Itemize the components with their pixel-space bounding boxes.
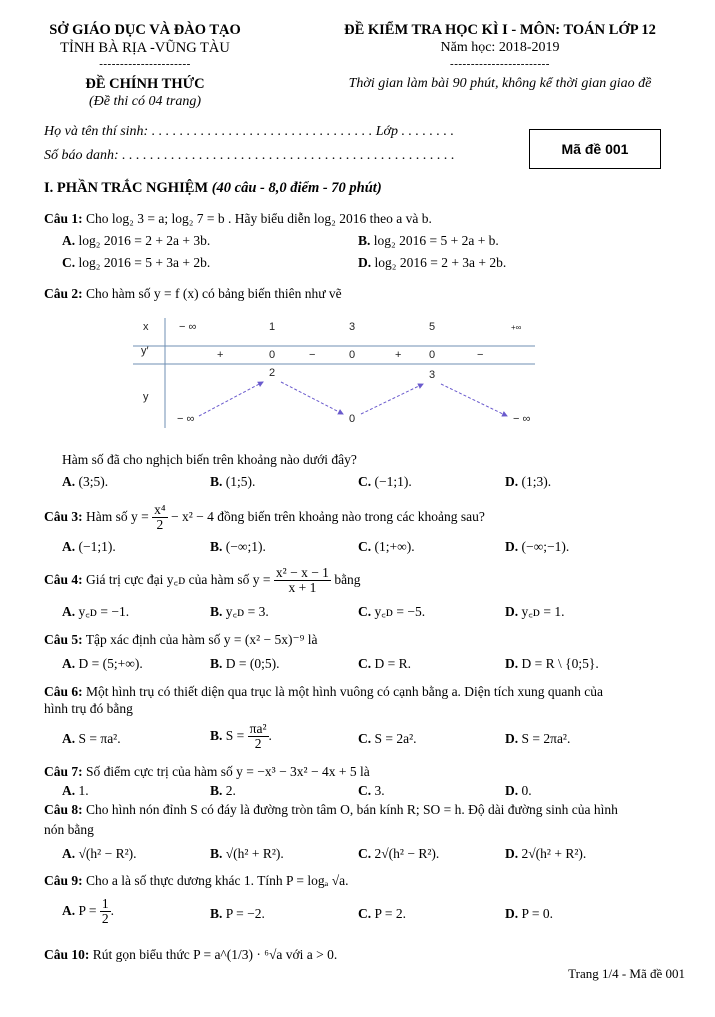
option-label: B.: [210, 846, 223, 861]
q7-option-c[interactable]: [358, 783, 385, 799]
option-label: C.: [358, 906, 372, 921]
option-text: D = (5;+∞).: [78, 656, 143, 671]
q4-option-a[interactable]: [62, 602, 129, 620]
option-text: 2.: [225, 783, 236, 798]
option-label: A.: [62, 846, 76, 861]
option-text: (−∞;1).: [225, 539, 266, 554]
option-label: B.: [210, 906, 223, 921]
question-number: Câu 8:: [44, 802, 83, 817]
question-number: Câu 4:: [44, 571, 83, 587]
q4-option-d[interactable]: [505, 602, 565, 620]
q2-option-c[interactable]: [358, 474, 412, 490]
fraction-denominator: x + 1: [288, 580, 317, 596]
option-label: B.: [210, 783, 223, 798]
option-label: D.: [358, 255, 372, 270]
q9-option-c[interactable]: [358, 906, 406, 922]
question-2-ask: Hàm số đã cho nghịch biến trên khoảng nào dưới đây?: [62, 452, 357, 467]
q4-option-b[interactable]: [210, 602, 269, 620]
question-stem: Cho log₂ 3 = a; log₂ 7 = b . Hãy biểu diễn log₂ 2016 theo a và b.: [86, 211, 432, 226]
student-name-line: Họ và tên thí sinh: . . . . . . . . . . . . . . . . . . . . . . . . . . . . . . . . Lớp . . . . . . . .: [44, 124, 454, 139]
question-7: [44, 764, 370, 780]
question-number: Câu 3:: [44, 508, 83, 524]
q5-option-b[interactable]: [210, 656, 280, 672]
left-divider: ----------------------: [99, 58, 191, 70]
school-year: Năm học: 2018-2019: [440, 40, 560, 55]
sign: +: [217, 349, 224, 361]
q2-option-b[interactable]: [210, 474, 255, 490]
question-stem-post: − x² − 4 đồng biến trên khoảng nào trong các khoảng sau?: [170, 508, 485, 524]
section-title: [44, 180, 382, 197]
q2-option-a[interactable]: [62, 474, 108, 490]
page-footer: Trang 1/4 - Mã đề 001: [568, 966, 685, 981]
arrow-down-2: [441, 384, 507, 416]
option-label: C.: [358, 656, 372, 671]
q8-option-c[interactable]: [358, 846, 439, 862]
option-text: √(h² + R²).: [225, 846, 284, 861]
option-label: C.: [358, 539, 372, 554]
row-label-yprime: y′: [141, 345, 149, 357]
x-val: 1: [269, 321, 276, 333]
question-10: [44, 947, 337, 963]
sign: +: [395, 349, 402, 361]
sign: 0: [429, 349, 436, 361]
option-text: S =: [225, 727, 245, 743]
dept-name: SỞ GIÁO DỤC VÀ ĐÀO TẠO: [49, 22, 241, 38]
q6-option-d[interactable]: [505, 731, 570, 747]
fraction: [100, 897, 111, 926]
pages-note: (Đề thi có 04 trang): [89, 94, 201, 109]
option-text: D = R \ {0;5}.: [521, 656, 599, 671]
time-note: Thời gian làm bài 90 phút, không kể thời gian giao đề: [348, 76, 652, 91]
option-text: S = 2πa².: [521, 731, 571, 746]
option-text: 2√(h² − R²).: [374, 846, 440, 861]
q3-option-b[interactable]: [210, 539, 266, 555]
option-text: D = (0;5).: [225, 656, 280, 671]
option-text: log₂ 2016 = 2 + 2a + 3b.: [78, 233, 211, 248]
exam-code-box: Mã đề 001: [529, 129, 661, 169]
option-text: (1;+∞).: [374, 539, 415, 554]
option-label: D.: [505, 539, 519, 554]
q1-option-b[interactable]: [358, 233, 499, 249]
option-label: D.: [505, 656, 519, 671]
fraction-numerator: πa²: [249, 721, 267, 736]
q1-option-c[interactable]: [62, 255, 210, 271]
q5-option-c[interactable]: [358, 656, 411, 672]
y-val: 0: [349, 413, 356, 425]
option-label: B.: [210, 656, 223, 671]
option-text: y꜀ᴅ = 3.: [225, 604, 269, 619]
q3-option-d[interactable]: [505, 539, 569, 555]
option-label: C.: [358, 474, 372, 489]
y-val: − ∞: [177, 413, 195, 425]
fraction-numerator: 1: [101, 896, 109, 911]
sign: −: [309, 349, 316, 361]
option-text: (1;5).: [225, 474, 256, 489]
q8-option-a[interactable]: [62, 846, 137, 862]
q7-option-a[interactable]: [62, 783, 89, 799]
variation-table: [133, 312, 535, 428]
option-label: A.: [62, 656, 76, 671]
x-val: 3: [349, 321, 356, 333]
q9-option-d[interactable]: [505, 906, 553, 922]
row-label-x: x: [143, 321, 149, 333]
option-label: C.: [358, 846, 372, 861]
question-number: Câu 9:: [44, 873, 83, 888]
question-6-cont: hình trụ đó bằng: [44, 701, 133, 716]
q9-option-b[interactable]: [210, 906, 265, 922]
question-stem: Tập xác định của hàm số y = (x² − 5x)⁻⁹ là: [85, 632, 318, 647]
sign: 0: [349, 349, 356, 361]
fraction: [248, 722, 269, 751]
sign: −: [477, 349, 484, 361]
question-4: [44, 566, 361, 595]
fraction-denominator: 2: [156, 517, 164, 533]
option-label: B.: [358, 233, 371, 248]
option-text: P = −2.: [225, 906, 265, 921]
question-stem: Rút gọn biểu thức P = a^(1/3) · ⁶√a với a > 0.: [92, 947, 338, 962]
option-label: C.: [358, 604, 372, 619]
option-label: D.: [505, 474, 519, 489]
y-val: − ∞: [513, 413, 531, 425]
question-number: Câu 7:: [44, 764, 83, 779]
option-text: 2√(h² + R²).: [521, 846, 587, 861]
q6-option-c[interactable]: [358, 731, 417, 747]
option-text: 1.: [78, 783, 89, 798]
option-label: A.: [62, 783, 76, 798]
option-label: A.: [62, 233, 76, 248]
fraction: [152, 503, 167, 532]
option-text: P =: [78, 902, 97, 918]
student-id-line: Số báo danh: . . . . . . . . . . . . . . . . . . . . . . . . . . . . . . . . . . . . . . . . . . . . . . . .: [44, 148, 455, 163]
option-text: (1;3).: [521, 474, 552, 489]
q3-option-a[interactable]: [62, 539, 116, 555]
exam-title: ĐỀ KIỂM TRA HỌC KÌ I - MÔN: TOÁN LỚP 12: [344, 22, 656, 38]
option-label: C.: [358, 783, 372, 798]
question-stem-pre: Giá trị cực đại y꜀ᴅ của hàm số y =: [86, 571, 271, 587]
fraction: [274, 566, 331, 595]
option-label: B.: [210, 474, 223, 489]
q7-option-b[interactable]: [210, 783, 236, 799]
q4-option-c[interactable]: [358, 602, 425, 620]
option-text: (−1;1).: [78, 539, 116, 554]
question-stem: Số điểm cực trị của hàm số y = −x³ − 3x² − 4x + 5 là: [86, 764, 370, 779]
option-text: (−1;1).: [374, 474, 412, 489]
question-3: [44, 503, 485, 532]
q8-option-b[interactable]: [210, 846, 284, 862]
option-label: D.: [505, 783, 519, 798]
question-stem: Cho hình nón đỉnh S có đáy là đường tròn tâm O, bán kính R; SO = h. Độ dài đường sinh của hình: [86, 802, 618, 817]
x-val: − ∞: [179, 321, 197, 333]
option-text: log₂ 2016 = 5 + 3a + 2b.: [78, 255, 211, 270]
question-8-cont: nón bằng: [44, 822, 94, 837]
q1-option-a[interactable]: [62, 233, 210, 249]
option-text: (−∞;−1).: [521, 539, 570, 554]
section-title-text: I. PHẦN TRẮC NGHIỆM: [44, 180, 209, 196]
q6-option-b[interactable]: B. S = $\frac{\text{πa²}}{2}$ .: [210, 721, 272, 752]
option-text: S = 2a².: [374, 731, 417, 746]
option-text: S = πa².: [78, 731, 121, 746]
option-label: A.: [62, 539, 76, 554]
row-label-y: y: [143, 391, 149, 403]
q2-option-d[interactable]: [505, 474, 551, 490]
arrow-up-2: [361, 384, 423, 414]
q9-option-a[interactable]: A. P = $\frac{1}{2}$ .: [62, 896, 114, 927]
fraction-numerator: x⁴: [154, 502, 166, 517]
fraction-denominator: 2: [101, 911, 109, 927]
option-text: √(h² − R²).: [78, 846, 137, 861]
q8-option-d[interactable]: [505, 846, 586, 862]
option-label: C.: [358, 731, 372, 746]
option-text: log₂ 2016 = 2 + 3a + 2b.: [374, 255, 507, 270]
option-label: C.: [62, 255, 76, 270]
arrow-down-1: [281, 382, 343, 414]
question-2: [44, 286, 342, 302]
question-number: Câu 2:: [44, 286, 83, 301]
option-text: log₂ 2016 = 5 + 2a + b.: [373, 233, 499, 248]
q6-option-a[interactable]: [62, 731, 121, 747]
option-label: B.: [210, 727, 223, 743]
question-1: [44, 211, 432, 227]
question-stem: Cho hàm số y = f (x) có bảng biến thiên như vẽ: [86, 286, 342, 301]
arrow-up-1: [199, 382, 263, 416]
question-stem: Một hình trụ có thiết diện qua trục là một hình vuông có cạnh bằng a. Diện tích xung quanh của: [86, 684, 604, 699]
right-divider: ------------------------: [450, 58, 550, 70]
option-text: D = R.: [374, 656, 411, 671]
option-text: y꜀ᴅ = −1.: [78, 604, 130, 619]
question-number: Câu 6:: [44, 684, 83, 699]
option-label: D.: [505, 906, 519, 921]
option-label: B.: [210, 539, 223, 554]
official-label: ĐỀ CHÍNH THỨC: [85, 76, 205, 92]
option-label: A.: [62, 731, 76, 746]
option-text: (3;5).: [78, 474, 109, 489]
x-val: 5: [429, 321, 436, 333]
question-stem: Cho a là số thực dương khác 1. Tính P = logₐ √a.: [86, 873, 349, 888]
y-val: 2: [269, 367, 276, 379]
question-number: Câu 1:: [44, 211, 83, 226]
q1-option-d[interactable]: [358, 255, 506, 271]
province-name: TỈNH BÀ RỊA -VŨNG TÀU: [60, 40, 230, 56]
fraction-denominator: 2: [254, 736, 262, 752]
option-label: A.: [62, 474, 76, 489]
option-text: y꜀ᴅ = −5.: [374, 604, 426, 619]
question-number: Câu 5:: [44, 632, 83, 647]
q7-option-d[interactable]: [505, 783, 532, 799]
sign: 0: [269, 349, 276, 361]
option-label: D.: [505, 846, 519, 861]
option-text: P = 2.: [374, 906, 406, 921]
q3-option-c[interactable]: [358, 539, 415, 555]
x-val: +∞: [511, 323, 522, 332]
option-label: D.: [505, 731, 519, 746]
question-stem-pre: Hàm số y =: [86, 508, 149, 524]
question-5: [44, 632, 317, 648]
option-text: 3.: [374, 783, 385, 798]
option-text: P = 0.: [521, 906, 553, 921]
option-label: A.: [62, 902, 76, 918]
question-stem-post: bằng: [334, 571, 361, 587]
question-number: Câu 10:: [44, 947, 90, 962]
fraction-numerator: x² − x − 1: [275, 565, 329, 580]
option-label: B.: [210, 604, 223, 619]
question-9: [44, 873, 348, 889]
option-text: y꜀ᴅ = 1.: [521, 604, 565, 619]
option-label: D.: [505, 604, 519, 619]
section-subtitle: (40 câu - 8,0 điểm - 70 phút): [211, 180, 382, 196]
q5-option-a[interactable]: [62, 656, 143, 672]
question-6: [44, 684, 603, 700]
question-8: [44, 802, 618, 818]
y-val: 3: [429, 369, 436, 381]
option-label: A.: [62, 604, 76, 619]
q5-option-d[interactable]: [505, 656, 599, 672]
option-text: 0.: [521, 783, 532, 798]
